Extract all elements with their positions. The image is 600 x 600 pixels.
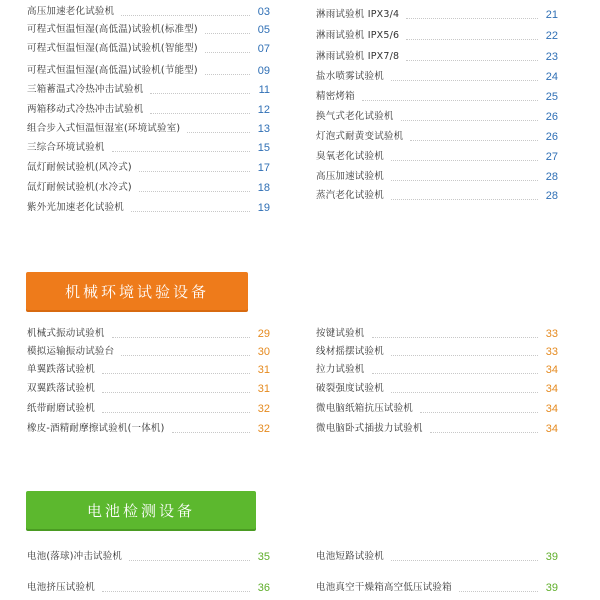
toc-entry[interactable] bbox=[27, 344, 270, 360]
toc-entry[interactable] bbox=[27, 63, 270, 79]
toc-entry[interactable] bbox=[316, 580, 558, 596]
toc-entry[interactable] bbox=[316, 401, 558, 417]
toc-entry-title: 可程式恒温恒湿(高低温)试验机(智能型) bbox=[27, 43, 198, 54]
toc-entry-page: 03 bbox=[257, 6, 270, 18]
leader-dots bbox=[205, 52, 250, 53]
toc-entry[interactable] bbox=[316, 7, 558, 23]
toc-entry-title: 橡皮-酒精耐摩擦试验机(一体机) bbox=[27, 423, 165, 434]
toc-entry-title: 电池挤压试验机 bbox=[27, 582, 95, 593]
leader-dots bbox=[391, 392, 538, 393]
toc-entry-page: 12 bbox=[257, 104, 270, 116]
toc-entry[interactable] bbox=[316, 89, 558, 105]
toc-entry-page: 39 bbox=[545, 551, 558, 563]
toc-entry-page: 33 bbox=[545, 346, 558, 358]
toc-entry[interactable] bbox=[27, 102, 270, 118]
leader-dots bbox=[102, 392, 250, 393]
toc-entry-page: 21 bbox=[545, 9, 558, 21]
toc-entry[interactable] bbox=[27, 381, 270, 397]
toc-entry-title: 高压加速老化试验机 bbox=[27, 6, 115, 17]
leader-dots bbox=[121, 355, 250, 356]
toc-entry-page: 11 bbox=[258, 84, 270, 96]
toc-entry-title: 三箱蓄温式冷热冲击试验机 bbox=[27, 84, 144, 95]
leader-dots bbox=[121, 15, 250, 16]
toc-entry[interactable] bbox=[316, 49, 558, 65]
leader-dots bbox=[362, 100, 538, 101]
toc-entry-title: 氙灯耐候试验机(水冷式) bbox=[27, 182, 132, 193]
toc-entry-title: 可程式恒温恒湿(高低温)试验机(标准型) bbox=[27, 24, 198, 35]
toc-entry[interactable] bbox=[27, 140, 270, 156]
toc-entry-page: 18 bbox=[257, 182, 270, 194]
toc-entry-title: 淋雨试验机 IPX5/6 bbox=[316, 30, 400, 41]
toc-entry-page: 24 bbox=[545, 71, 558, 83]
toc-entry[interactable] bbox=[27, 549, 270, 565]
leader-dots bbox=[401, 120, 538, 121]
toc-entry-page: 28 bbox=[545, 171, 558, 183]
toc-entry[interactable] bbox=[316, 188, 558, 204]
toc-entry[interactable] bbox=[316, 362, 558, 378]
toc-entry-title: 微电脑纸箱抗压试验机 bbox=[316, 403, 414, 414]
toc-entry-title: 单翼跌落试验机 bbox=[27, 364, 95, 375]
toc-entry-page: 30 bbox=[257, 346, 270, 358]
toc-entry-title: 淋雨试验机 IPX3/4 bbox=[316, 9, 400, 20]
toc-entry-page: 35 bbox=[257, 551, 270, 563]
toc-entry-title: 双翼跌落试验机 bbox=[27, 383, 95, 394]
toc-entry-title: 灯泡式耐黄变试验机 bbox=[316, 131, 404, 142]
leader-dots bbox=[112, 337, 250, 338]
toc-entry[interactable] bbox=[316, 326, 558, 342]
toc-entry-page: 31 bbox=[257, 364, 270, 376]
leader-dots bbox=[391, 355, 538, 356]
toc-entry-title: 组合步入式恒温恒湿室(环境试验室) bbox=[27, 123, 181, 134]
toc-entry-page: 05 bbox=[257, 24, 270, 36]
toc-entry-page: 09 bbox=[257, 65, 270, 77]
toc-entry-page: 34 bbox=[545, 364, 558, 376]
leader-dots bbox=[102, 373, 250, 374]
leader-dots bbox=[410, 140, 538, 141]
leader-dots bbox=[187, 132, 250, 133]
toc-entry-page: 29 bbox=[257, 328, 270, 340]
toc-entry[interactable] bbox=[316, 169, 558, 185]
leader-dots bbox=[102, 412, 250, 413]
toc-entry-page: 23 bbox=[545, 51, 558, 63]
toc-entry[interactable] bbox=[27, 22, 270, 38]
toc-entry[interactable] bbox=[316, 421, 558, 437]
toc-entry-title: 拉力试验机 bbox=[316, 364, 365, 375]
toc-entry-title: 可程式恒温恒湿(高低温)试验机(节能型) bbox=[27, 65, 198, 76]
toc-entry[interactable] bbox=[316, 344, 558, 360]
toc-entry-title: 盐水喷雾试验机 bbox=[316, 71, 384, 82]
leader-dots bbox=[372, 337, 538, 338]
toc-entry-title: 紫外光加速老化试验机 bbox=[27, 202, 125, 213]
toc-entry-title: 电池(落球)冲击试验机 bbox=[27, 551, 123, 562]
toc-entry-title: 电池短路试验机 bbox=[316, 551, 384, 562]
toc-entry[interactable] bbox=[316, 69, 558, 85]
toc-entry[interactable] bbox=[27, 41, 270, 57]
toc-entry-page: 19 bbox=[257, 202, 270, 214]
toc-entry[interactable] bbox=[27, 121, 270, 137]
toc-entry-page: 13 bbox=[257, 123, 270, 135]
toc-entry-title: 微电脑卧式插拔力试验机 bbox=[316, 423, 423, 434]
leader-dots bbox=[391, 199, 538, 200]
toc-entry-title: 氙灯耐候试验机(风冷式) bbox=[27, 162, 132, 173]
toc-entry-page: 34 bbox=[545, 383, 558, 395]
leader-dots bbox=[102, 591, 250, 592]
leader-dots bbox=[150, 93, 250, 94]
toc-entry-title: 淋雨试验机 IPX7/8 bbox=[316, 51, 400, 62]
leader-dots bbox=[406, 39, 538, 40]
toc-entry-title: 模拟运输振动试验台 bbox=[27, 346, 115, 357]
toc-entry-title: 两箱移动式冷热冲击试验机 bbox=[27, 104, 144, 115]
leader-dots bbox=[205, 74, 250, 75]
toc-entry-title: 高压加速试验机 bbox=[316, 171, 384, 182]
leader-dots bbox=[406, 18, 538, 19]
toc-entry-page: 17 bbox=[257, 162, 270, 174]
toc-entry[interactable] bbox=[27, 200, 270, 216]
toc-entry[interactable] bbox=[316, 28, 558, 44]
toc-entry-page: 27 bbox=[545, 151, 558, 163]
toc-entry[interactable] bbox=[27, 180, 270, 196]
toc-entry-page: 32 bbox=[257, 423, 270, 435]
toc-entry-page: 33 bbox=[545, 328, 558, 340]
leader-dots bbox=[139, 171, 250, 172]
leader-dots bbox=[391, 180, 538, 181]
toc-entry-title: 臭氧老化试验机 bbox=[316, 151, 384, 162]
toc-entry-title: 机械式振动试验机 bbox=[27, 328, 105, 339]
toc-entry-page: 36 bbox=[257, 582, 270, 594]
section-banner-battery: 电池检测设备 bbox=[26, 491, 256, 529]
toc-entry-title: 精密烤箱 bbox=[316, 91, 355, 102]
toc-entry[interactable] bbox=[27, 580, 270, 596]
toc-entry[interactable] bbox=[316, 381, 558, 397]
leader-dots bbox=[459, 591, 538, 592]
toc-entry-title: 按键试验机 bbox=[316, 328, 365, 339]
toc-entry[interactable] bbox=[27, 421, 270, 437]
leader-dots bbox=[420, 412, 538, 413]
toc-entry-page: 07 bbox=[257, 43, 270, 55]
toc-entry[interactable] bbox=[27, 82, 270, 98]
toc-entry[interactable] bbox=[316, 149, 558, 165]
toc-entry-page: 34 bbox=[545, 423, 558, 435]
toc-entry-page: 34 bbox=[545, 403, 558, 415]
leader-dots bbox=[391, 80, 538, 81]
toc-entry-page: 26 bbox=[545, 131, 558, 143]
toc-entry[interactable] bbox=[316, 129, 558, 145]
leader-dots bbox=[150, 113, 250, 114]
toc-entry-page: 26 bbox=[545, 111, 558, 123]
toc-entry-page: 15 bbox=[257, 142, 270, 154]
toc-entry[interactable] bbox=[316, 109, 558, 125]
toc-entry-title: 蒸汽老化试验机 bbox=[316, 190, 384, 201]
toc-entry[interactable] bbox=[27, 362, 270, 378]
toc-entry-page: 22 bbox=[545, 30, 558, 42]
leader-dots bbox=[205, 33, 250, 34]
toc-entry-title: 纸带耐磨试验机 bbox=[27, 403, 95, 414]
toc-entry-page: 31 bbox=[257, 383, 270, 395]
toc-entry[interactable] bbox=[27, 4, 270, 20]
section-banner-mechanical: 机械环境试验设备 bbox=[26, 272, 248, 310]
leader-dots bbox=[112, 151, 250, 152]
toc-entry[interactable] bbox=[27, 160, 270, 176]
toc-entry-title: 三综合环境试验机 bbox=[27, 142, 105, 153]
toc-entry[interactable] bbox=[316, 549, 558, 565]
toc-entry-title: 线材摇摆试验机 bbox=[316, 346, 384, 357]
leader-dots bbox=[129, 560, 250, 561]
leader-dots bbox=[131, 211, 250, 212]
toc-entry[interactable] bbox=[27, 401, 270, 417]
toc-entry-page: 25 bbox=[545, 91, 558, 103]
toc-entry-title: 破裂强度试验机 bbox=[316, 383, 384, 394]
leader-dots bbox=[139, 191, 250, 192]
leader-dots bbox=[172, 432, 250, 433]
leader-dots bbox=[391, 560, 538, 561]
toc-entry-title: 电池真空干燥箱高空低压试验箱 bbox=[316, 582, 452, 593]
leader-dots bbox=[372, 373, 538, 374]
leader-dots bbox=[430, 432, 538, 433]
toc-entry-page: 32 bbox=[257, 403, 270, 415]
leader-dots bbox=[391, 160, 538, 161]
leader-dots bbox=[406, 60, 538, 61]
toc-entry-page: 28 bbox=[545, 190, 558, 202]
toc-entry-page: 39 bbox=[545, 582, 558, 594]
toc-entry[interactable] bbox=[27, 326, 270, 342]
toc-entry-title: 换气式老化试验机 bbox=[316, 111, 394, 122]
